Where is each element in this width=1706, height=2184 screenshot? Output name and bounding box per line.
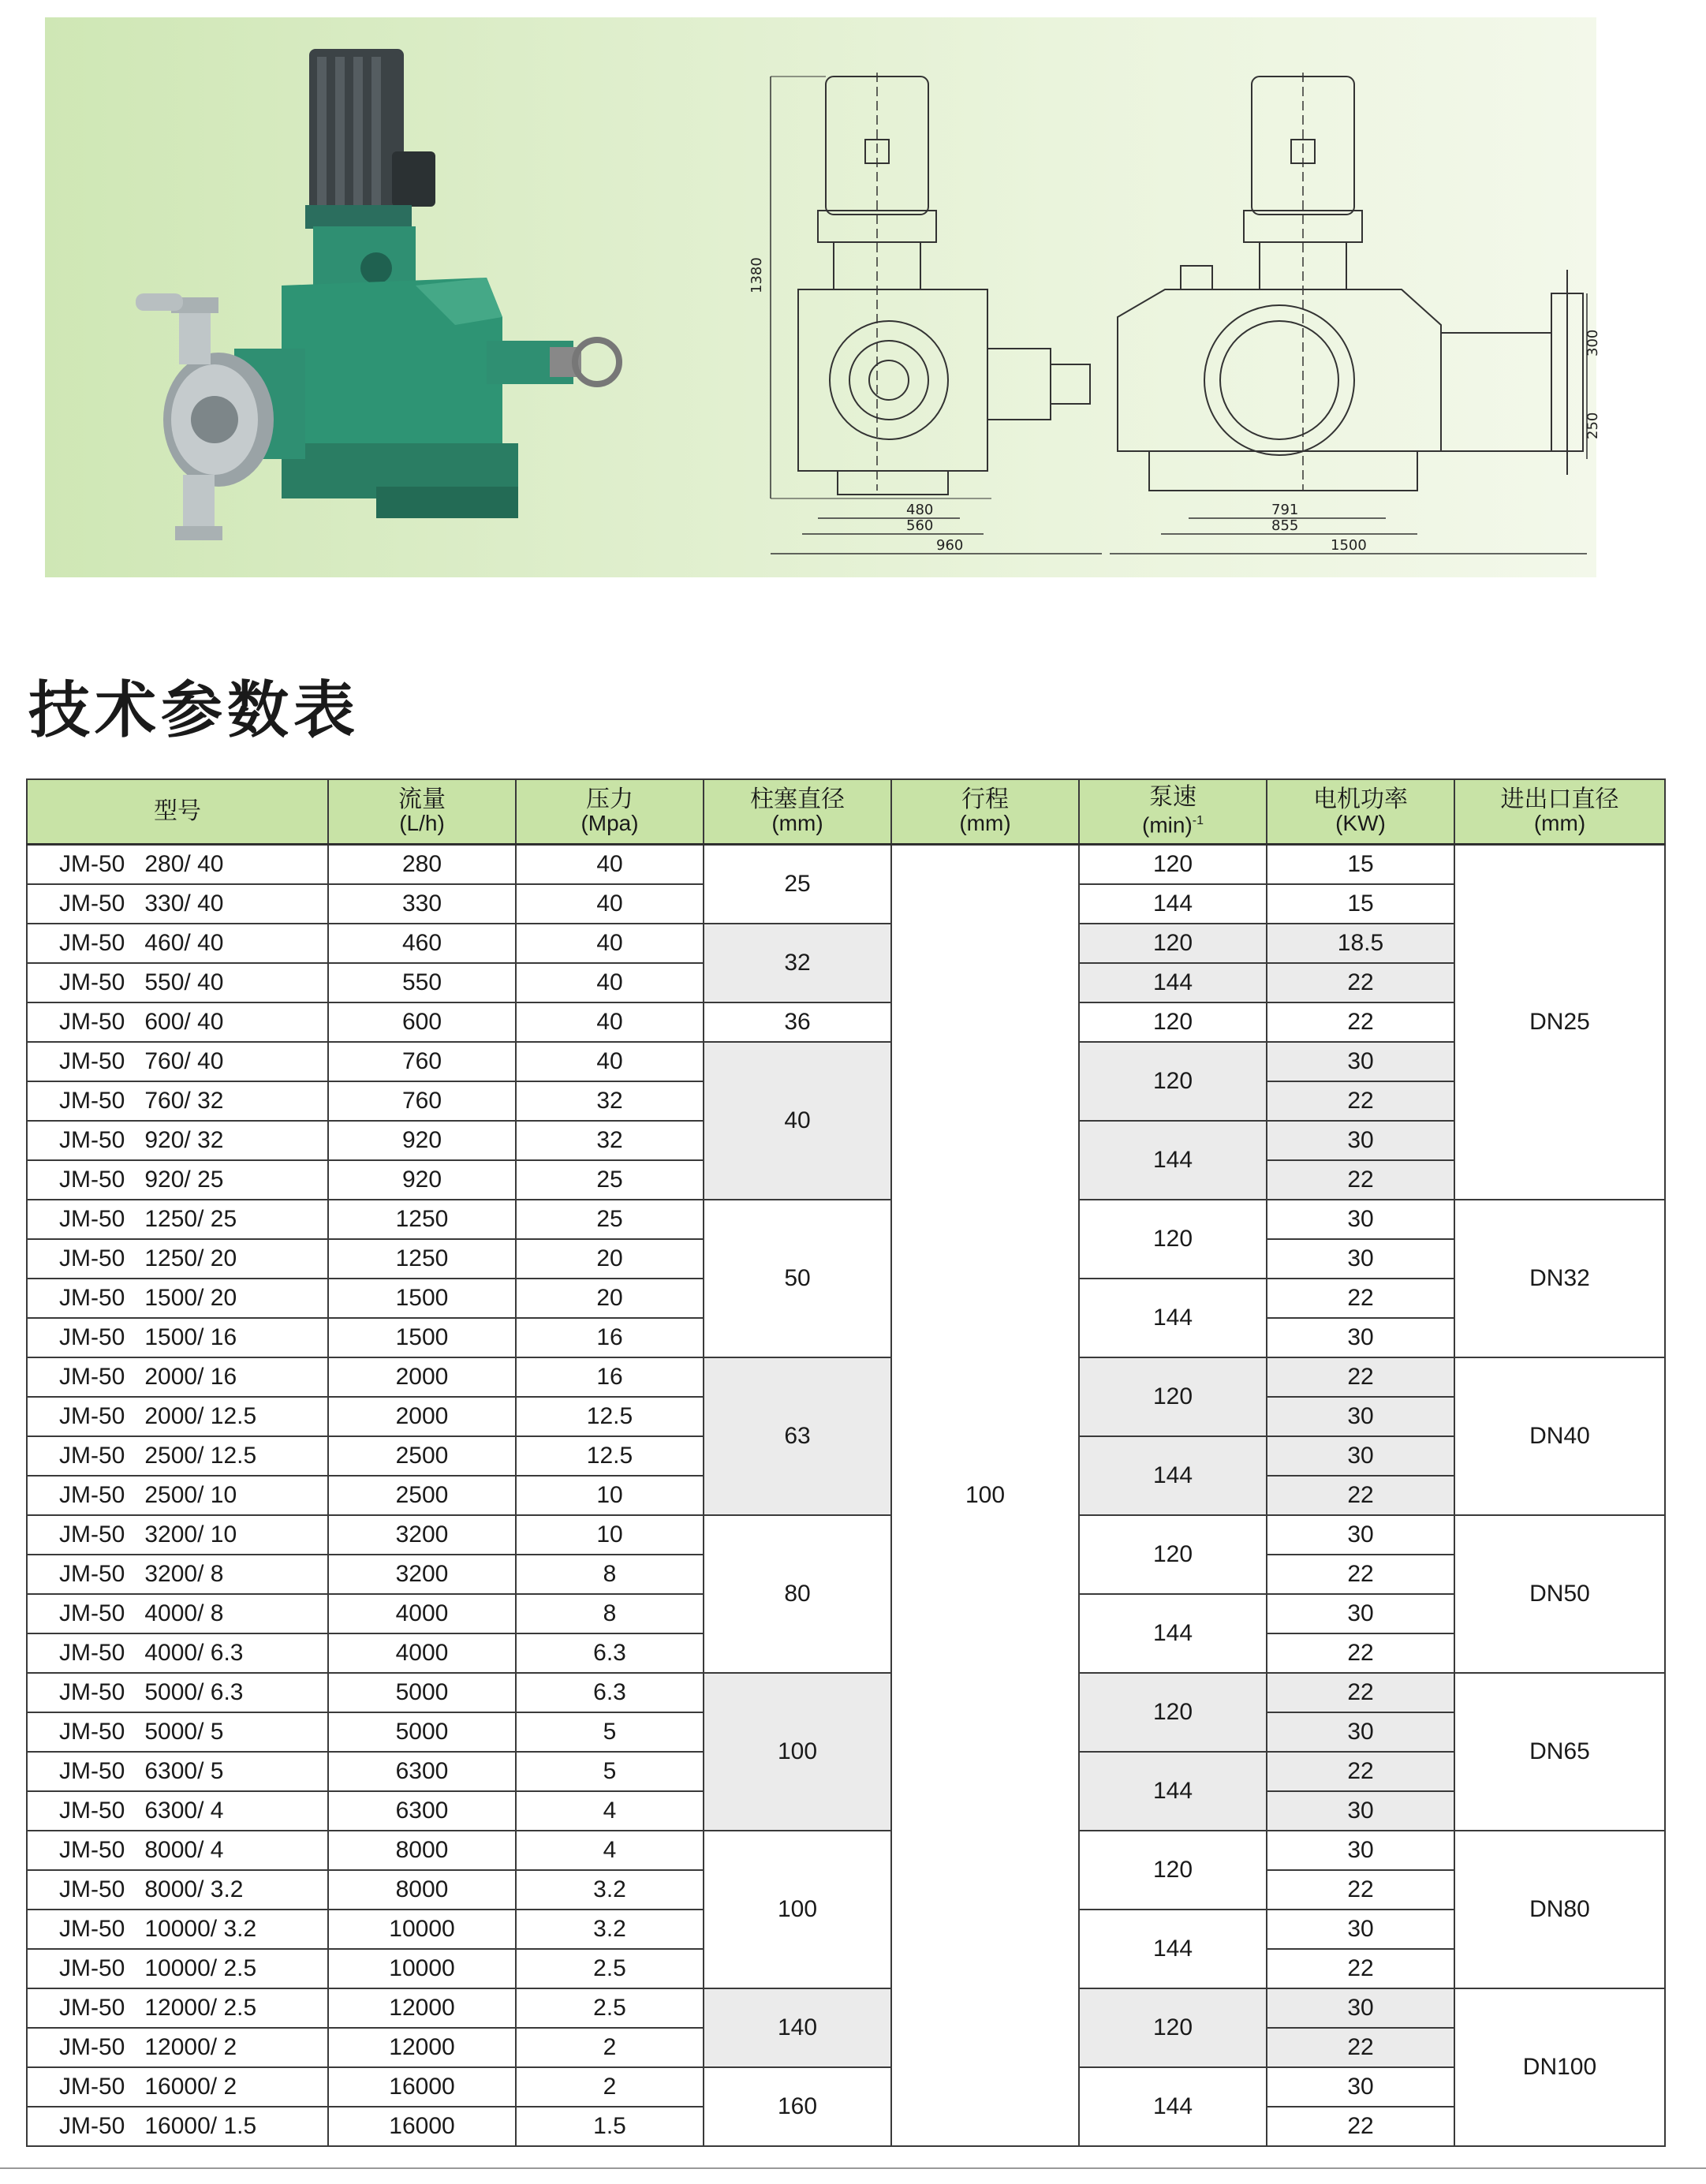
cell-port: DN40	[1454, 1357, 1665, 1515]
cell-flow: 760	[328, 1081, 516, 1121]
cell-port: DN100	[1454, 1988, 1665, 2146]
cell-pressure: 3.2	[516, 1910, 704, 1949]
dim-base-inner-left: 480	[906, 502, 934, 518]
cell-motor: 30	[1267, 1042, 1454, 1081]
cell-model: JM-50 16000/ 2	[27, 2067, 328, 2107]
cell-port: DN32	[1454, 1200, 1665, 1357]
cell-pressure: 12.5	[516, 1397, 704, 1436]
cell-flow: 10000	[328, 1910, 516, 1949]
cell-motor: 30	[1267, 1515, 1454, 1555]
cell-flow: 10000	[328, 1949, 516, 1988]
cell-motor: 22	[1267, 1279, 1454, 1318]
cell-motor: 30	[1267, 1910, 1454, 1949]
cell-motor: 30	[1267, 1318, 1454, 1357]
cell-flow: 2000	[328, 1397, 516, 1436]
cell-pressure: 2	[516, 2067, 704, 2107]
cell-model: JM-50 2500/ 12.5	[27, 1436, 328, 1476]
cell-speed: 144	[1079, 1121, 1267, 1200]
cell-model: JM-50 6300/ 5	[27, 1752, 328, 1791]
cell-flow: 2500	[328, 1436, 516, 1476]
cell-motor: 22	[1267, 1555, 1454, 1594]
cell-plunger: 80	[704, 1515, 891, 1673]
cell-model: JM-50 16000/ 1.5	[27, 2107, 328, 2146]
cell-model: JM-50 760/ 40	[27, 1042, 328, 1081]
cell-speed: 120	[1079, 1673, 1267, 1752]
dim-base-outer-right: 855	[1271, 517, 1299, 534]
header-model: 型号	[27, 779, 328, 845]
table-row	[27, 1673, 1665, 1712]
cell-plunger: 100	[704, 1831, 891, 1988]
cell-plunger: 140	[704, 1988, 891, 2067]
cell-flow: 760	[328, 1042, 516, 1081]
header-speed: 泵速 $(\min)^{-1}$	[1079, 779, 1267, 845]
bottom-divider	[0, 2167, 1706, 2169]
table-row	[27, 1357, 1665, 1397]
cell-flow: 550	[328, 963, 516, 1002]
dim-base-outer-left: 560	[906, 517, 934, 534]
header-plunger: 柱塞直径 (mm)	[704, 779, 891, 845]
page-title: 技术参数表	[28, 675, 360, 746]
cell-plunger: 160	[704, 2067, 891, 2146]
cell-plunger: 100	[704, 1673, 891, 1831]
cell-model: JM-50 1500/ 20	[27, 1279, 328, 1318]
header-port: 进出口直径 (mm)	[1454, 779, 1665, 845]
cell-port: DN25	[1454, 845, 1665, 1200]
cell-flow: 2500	[328, 1476, 516, 1515]
cell-speed: 120	[1079, 845, 1267, 885]
cell-port: DN65	[1454, 1673, 1665, 1831]
cell-motor: 30	[1267, 2067, 1454, 2107]
cell-flow: 1500	[328, 1318, 516, 1357]
cell-motor: 22	[1267, 963, 1454, 1002]
cell-flow: 12000	[328, 1988, 516, 2028]
cell-pressure: 40	[516, 884, 704, 924]
cell-flow: 4000	[328, 1594, 516, 1633]
cell-pressure: 6.3	[516, 1673, 704, 1712]
cell-motor: 30	[1267, 1239, 1454, 1279]
cell-plunger: 50	[704, 1200, 891, 1357]
table-header-row	[27, 779, 1665, 845]
cell-motor: 22	[1267, 1633, 1454, 1673]
cell-motor: 30	[1267, 1397, 1454, 1436]
cell-motor: 30	[1267, 1200, 1454, 1239]
cell-flow: 5000	[328, 1673, 516, 1712]
cell-flow: 16000	[328, 2107, 516, 2146]
cell-speed: 144	[1079, 1752, 1267, 1831]
cell-model: JM-50 920/ 32	[27, 1121, 328, 1160]
cell-model: JM-50 4000/ 6.3	[27, 1633, 328, 1673]
cell-motor: 30	[1267, 1436, 1454, 1476]
cell-port: DN50	[1454, 1515, 1665, 1673]
cell-flow: 920	[328, 1160, 516, 1200]
cell-plunger: 36	[704, 1002, 891, 1042]
cell-model: JM-50 550/ 40	[27, 963, 328, 1002]
table-row	[27, 1200, 1665, 1239]
cell-plunger: 25	[704, 845, 891, 924]
cell-pressure: 2	[516, 2028, 704, 2067]
cell-speed: 144	[1079, 1594, 1267, 1673]
cell-motor: 18.5	[1267, 924, 1454, 963]
cell-model: JM-50 1250/ 25	[27, 1200, 328, 1239]
cell-speed: 144	[1079, 963, 1267, 1002]
table-row	[27, 1515, 1665, 1555]
dimension-drawing	[723, 33, 1599, 562]
cell-pressure: 32	[516, 1121, 704, 1160]
pump-photo	[45, 17, 644, 577]
cell-motor: 15	[1267, 845, 1454, 885]
cell-flow: 6300	[328, 1791, 516, 1831]
cell-model: JM-50 4000/ 8	[27, 1594, 328, 1633]
cell-speed: 144	[1079, 1279, 1267, 1357]
cell-model: JM-50 5000/ 5	[27, 1712, 328, 1752]
dim-width-right: 1500	[1331, 537, 1367, 554]
cell-motor: 22	[1267, 1476, 1454, 1515]
cell-speed: 120	[1079, 1200, 1267, 1279]
cell-pressure: 8	[516, 1555, 704, 1594]
cell-flow: 330	[328, 884, 516, 924]
cell-pressure: 1.5	[516, 2107, 704, 2146]
cell-pressure: 40	[516, 1002, 704, 1042]
cell-motor: 22	[1267, 1949, 1454, 1988]
table-row	[27, 2067, 1665, 2107]
cell-motor: 22	[1267, 1002, 1454, 1042]
cell-pressure: 10	[516, 1476, 704, 1515]
cell-pressure: 10	[516, 1515, 704, 1555]
cell-flow: 1500	[328, 1279, 516, 1318]
cell-model: JM-50 600/ 40	[27, 1002, 328, 1042]
cell-flow: 1250	[328, 1200, 516, 1239]
cell-motor: 22	[1267, 1081, 1454, 1121]
cell-flow: 280	[328, 845, 516, 885]
header-motor: 电机功率 (KW)	[1267, 779, 1454, 845]
table-row	[27, 1831, 1665, 1870]
cell-pressure: 25	[516, 1200, 704, 1239]
cell-speed: 120	[1079, 1042, 1267, 1121]
header-stroke: 行程 (mm)	[891, 779, 1079, 845]
cell-flow: 12000	[328, 2028, 516, 2067]
cell-flow: 4000	[328, 1633, 516, 1673]
table-row	[27, 924, 1665, 963]
cell-model: JM-50 1500/ 16	[27, 1318, 328, 1357]
cell-model: JM-50 3200/ 8	[27, 1555, 328, 1594]
cell-model: JM-50 760/ 32	[27, 1081, 328, 1121]
table-row	[27, 1042, 1665, 1081]
cell-flow: 8000	[328, 1870, 516, 1910]
cell-plunger: 32	[704, 924, 891, 1002]
cell-model: JM-50 280/ 40	[27, 845, 328, 885]
product-banner	[45, 17, 1601, 577]
cell-motor: 22	[1267, 1870, 1454, 1910]
cell-model: JM-50 10000/ 3.2	[27, 1910, 328, 1949]
table-row	[27, 1988, 1665, 2028]
cell-model: JM-50 330/ 40	[27, 884, 328, 924]
dim-width-left: 960	[936, 537, 964, 554]
cell-motor: 30	[1267, 1831, 1454, 1870]
cell-plunger: 63	[704, 1357, 891, 1515]
dim-base-inner-right: 791	[1271, 502, 1299, 518]
cell-speed: 144	[1079, 2067, 1267, 2146]
cell-motor: 30	[1267, 1121, 1454, 1160]
cell-flow: 3200	[328, 1515, 516, 1555]
cell-motor: 30	[1267, 1791, 1454, 1831]
cell-flow: 600	[328, 1002, 516, 1042]
dim-height: 1380	[748, 257, 765, 293]
dim-flange-bottom: 250	[1585, 412, 1601, 439]
cell-flow: 16000	[328, 2067, 516, 2107]
cell-pressure: 16	[516, 1318, 704, 1357]
cell-speed: 120	[1079, 1002, 1267, 1042]
cell-pressure: 20	[516, 1239, 704, 1279]
cell-model: JM-50 1250/ 20	[27, 1239, 328, 1279]
cell-flow: 2000	[328, 1357, 516, 1397]
cell-model: JM-50 2500/ 10	[27, 1476, 328, 1515]
cell-speed: 120	[1079, 1831, 1267, 1910]
cell-model: JM-50 460/ 40	[27, 924, 328, 963]
cell-pressure: 12.5	[516, 1436, 704, 1476]
cell-motor: 22	[1267, 1752, 1454, 1791]
cell-pressure: 8	[516, 1594, 704, 1633]
cell-model: JM-50 12000/ 2	[27, 2028, 328, 2067]
cell-pressure: 4	[516, 1791, 704, 1831]
cell-motor: 22	[1267, 1357, 1454, 1397]
table-body	[27, 845, 1665, 2147]
cell-motor: 30	[1267, 1594, 1454, 1633]
cell-model: JM-50 10000/ 2.5	[27, 1949, 328, 1988]
cell-model: JM-50 3200/ 10	[27, 1515, 328, 1555]
cell-model: JM-50 12000/ 2.5	[27, 1988, 328, 2028]
cell-pressure: 2.5	[516, 1949, 704, 1988]
cell-pressure: 40	[516, 1042, 704, 1081]
cell-speed: 144	[1079, 884, 1267, 924]
table-row	[27, 845, 1665, 885]
cell-flow: 5000	[328, 1712, 516, 1752]
cell-model: JM-50 6300/ 4	[27, 1791, 328, 1831]
cell-model: JM-50 5000/ 6.3	[27, 1673, 328, 1712]
cell-flow: 1250	[328, 1239, 516, 1279]
cell-pressure: 16	[516, 1357, 704, 1397]
cell-speed: 120	[1079, 924, 1267, 963]
cell-flow: 8000	[328, 1831, 516, 1870]
cell-pressure: 4	[516, 1831, 704, 1870]
cell-model: JM-50 8000/ 3.2	[27, 1870, 328, 1910]
cell-pressure: 32	[516, 1081, 704, 1121]
cell-speed: 120	[1079, 1515, 1267, 1594]
cell-port: DN80	[1454, 1831, 1665, 1988]
header-pressure: 压力 (Mpa)	[516, 779, 704, 845]
cell-flow: 6300	[328, 1752, 516, 1791]
cell-model: JM-50 2000/ 16	[27, 1357, 328, 1397]
header-flow: 流量 (L/h)	[328, 779, 516, 845]
cell-pressure: 5	[516, 1712, 704, 1752]
cell-motor: 22	[1267, 2107, 1454, 2146]
cell-pressure: 40	[516, 963, 704, 1002]
cell-stroke: 100	[891, 845, 1079, 2147]
cell-speed: 120	[1079, 1357, 1267, 1436]
cell-flow: 920	[328, 1121, 516, 1160]
cell-model: JM-50 2000/ 12.5	[27, 1397, 328, 1436]
cell-motor: 15	[1267, 884, 1454, 924]
cell-pressure: 2.5	[516, 1988, 704, 2028]
cell-motor: 22	[1267, 1160, 1454, 1200]
cell-pressure: 25	[516, 1160, 704, 1200]
cell-model: JM-50 8000/ 4	[27, 1831, 328, 1870]
table-row	[27, 1002, 1665, 1042]
cell-pressure: 20	[516, 1279, 704, 1318]
cell-motor: 22	[1267, 1673, 1454, 1712]
cell-pressure: 3.2	[516, 1870, 704, 1910]
cell-pressure: 40	[516, 924, 704, 963]
cell-pressure: 40	[516, 845, 704, 885]
spec-table	[26, 778, 1666, 2147]
cell-speed: 120	[1079, 1988, 1267, 2067]
cell-motor: 30	[1267, 1988, 1454, 2028]
dim-flange-top: 300	[1585, 329, 1601, 357]
cell-plunger: 40	[704, 1042, 891, 1200]
cell-motor: 30	[1267, 1712, 1454, 1752]
cell-flow: 3200	[328, 1555, 516, 1594]
cell-speed: 144	[1079, 1910, 1267, 1988]
cell-motor: 22	[1267, 2028, 1454, 2067]
cell-flow: 460	[328, 924, 516, 963]
cell-pressure: 6.3	[516, 1633, 704, 1673]
cell-model: JM-50 920/ 25	[27, 1160, 328, 1200]
cell-pressure: 5	[516, 1752, 704, 1791]
cell-speed: 144	[1079, 1436, 1267, 1515]
